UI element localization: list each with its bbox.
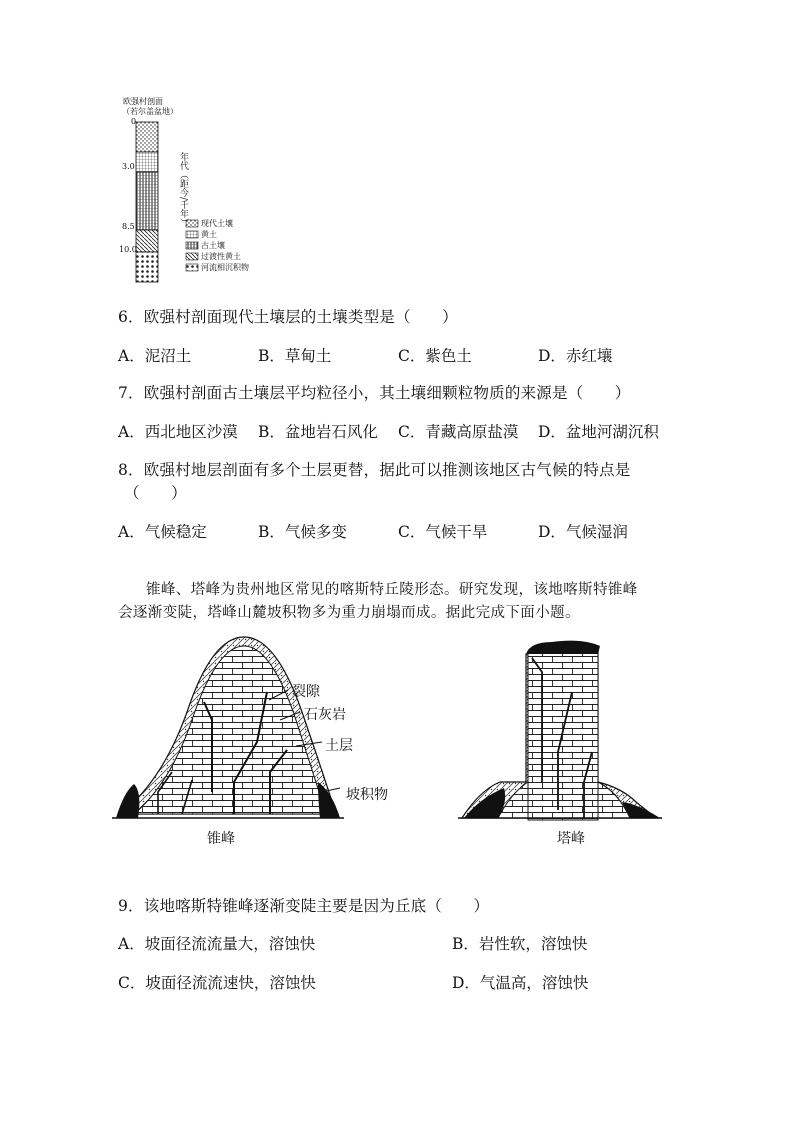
tick-10: 10.0 <box>119 245 137 254</box>
question-6-number: 6． <box>118 308 144 326</box>
question-6-text: 欧强村剖面现代土壤层的土壤类型是（ ） <box>143 308 458 326</box>
label-limestone: 石灰岩 <box>304 707 346 723</box>
legend-transitional-loess: 过渡性黄土 <box>201 252 241 261</box>
label-soil-layer: 土层 <box>325 738 353 754</box>
q9-option-b[interactable]: B．岩性软，溶蚀快 <box>452 935 588 953</box>
q7-option-c[interactable]: C．青藏高原盐漠 <box>398 423 519 441</box>
question-7-stem <box>118 381 630 403</box>
question-6-stem <box>118 305 458 327</box>
question-8-stem-cont: （ ） <box>124 484 187 502</box>
column-title-line1: 欧强村剖面 <box>123 97 163 106</box>
karst-figure-svg <box>112 632 672 827</box>
question-9-number: 9． <box>118 897 144 915</box>
tick-0: 0 <box>131 117 137 126</box>
legend-loess: 黄土 <box>201 230 217 239</box>
q6-option-d[interactable]: D．赤红壤 <box>538 347 613 365</box>
q6-option-b[interactable]: B．草甸土 <box>258 347 332 365</box>
passage-line-1: 锥峰、塔峰为贵州地区常见的喀斯特丘陵形态。研究发现，该地喀斯特锥峰 <box>146 582 638 598</box>
question-8-number: 8． <box>118 461 144 479</box>
q7-option-b[interactable]: B．盆地岩石风化 <box>258 423 378 441</box>
q8-option-a[interactable]: A．气候稳定 <box>118 523 207 541</box>
q9-option-c[interactable]: C．坡面径流流速快，溶蚀快 <box>118 974 316 992</box>
q7-option-d[interactable]: D．盆地河湖沉积 <box>538 423 659 441</box>
strata-column-svg <box>100 114 290 290</box>
question-8-text: 欧强村地层剖面有多个土层更替，据此可以推测该地区古气候的特点是 <box>143 461 631 479</box>
q7-option-a[interactable]: A．西北地区沙漠 <box>118 423 238 441</box>
caption-tower-peak: 塔峰 <box>557 831 585 847</box>
q8-option-b[interactable]: B．气候多变 <box>258 523 347 541</box>
label-fracture: 裂隙 <box>292 684 320 700</box>
tick-3: 3.0 <box>122 162 135 171</box>
q6-option-c[interactable]: C．紫色土 <box>398 347 472 365</box>
q8-option-d[interactable]: D．气候湿润 <box>538 523 628 541</box>
tick-8-5: 8.5 <box>122 222 135 231</box>
column-axis-label: 年代（距今/千年） <box>178 152 188 228</box>
legend-paleosol: 古土壤 <box>201 241 225 250</box>
question-7-text: 欧强村剖面古土壤层平均粒径小，其土壤细颗粒物质的来源是（ ） <box>143 384 631 402</box>
question-9-text: 该地喀斯特锥峰逐渐变陡主要是因为丘底（ ） <box>143 897 490 915</box>
question-7-number: 7． <box>118 384 144 402</box>
question-8-stem <box>118 458 630 480</box>
q9-option-d[interactable]: D．气温高，溶蚀快 <box>452 974 589 992</box>
legend-modern-soil: 现代土壤 <box>201 219 233 228</box>
passage-line-2: 会逐渐变陡，塔峰山麓坡积物多为重力崩塌而成。据此完成下面小题。 <box>118 605 580 621</box>
q6-option-a[interactable]: A．泥沼土 <box>118 347 192 365</box>
legend-fluvial-deposit: 河流相沉积物 <box>201 263 249 272</box>
q8-option-c[interactable]: C．气候干旱 <box>398 523 488 541</box>
q9-option-a[interactable]: A．坡面径流流量大，溶蚀快 <box>118 935 316 953</box>
question-9-stem <box>118 894 489 916</box>
caption-cone-peak: 锥峰 <box>207 831 235 847</box>
label-colluvium: 坡积物 <box>346 787 388 803</box>
column-title-line2: （若尔盖盆地） <box>122 107 178 116</box>
